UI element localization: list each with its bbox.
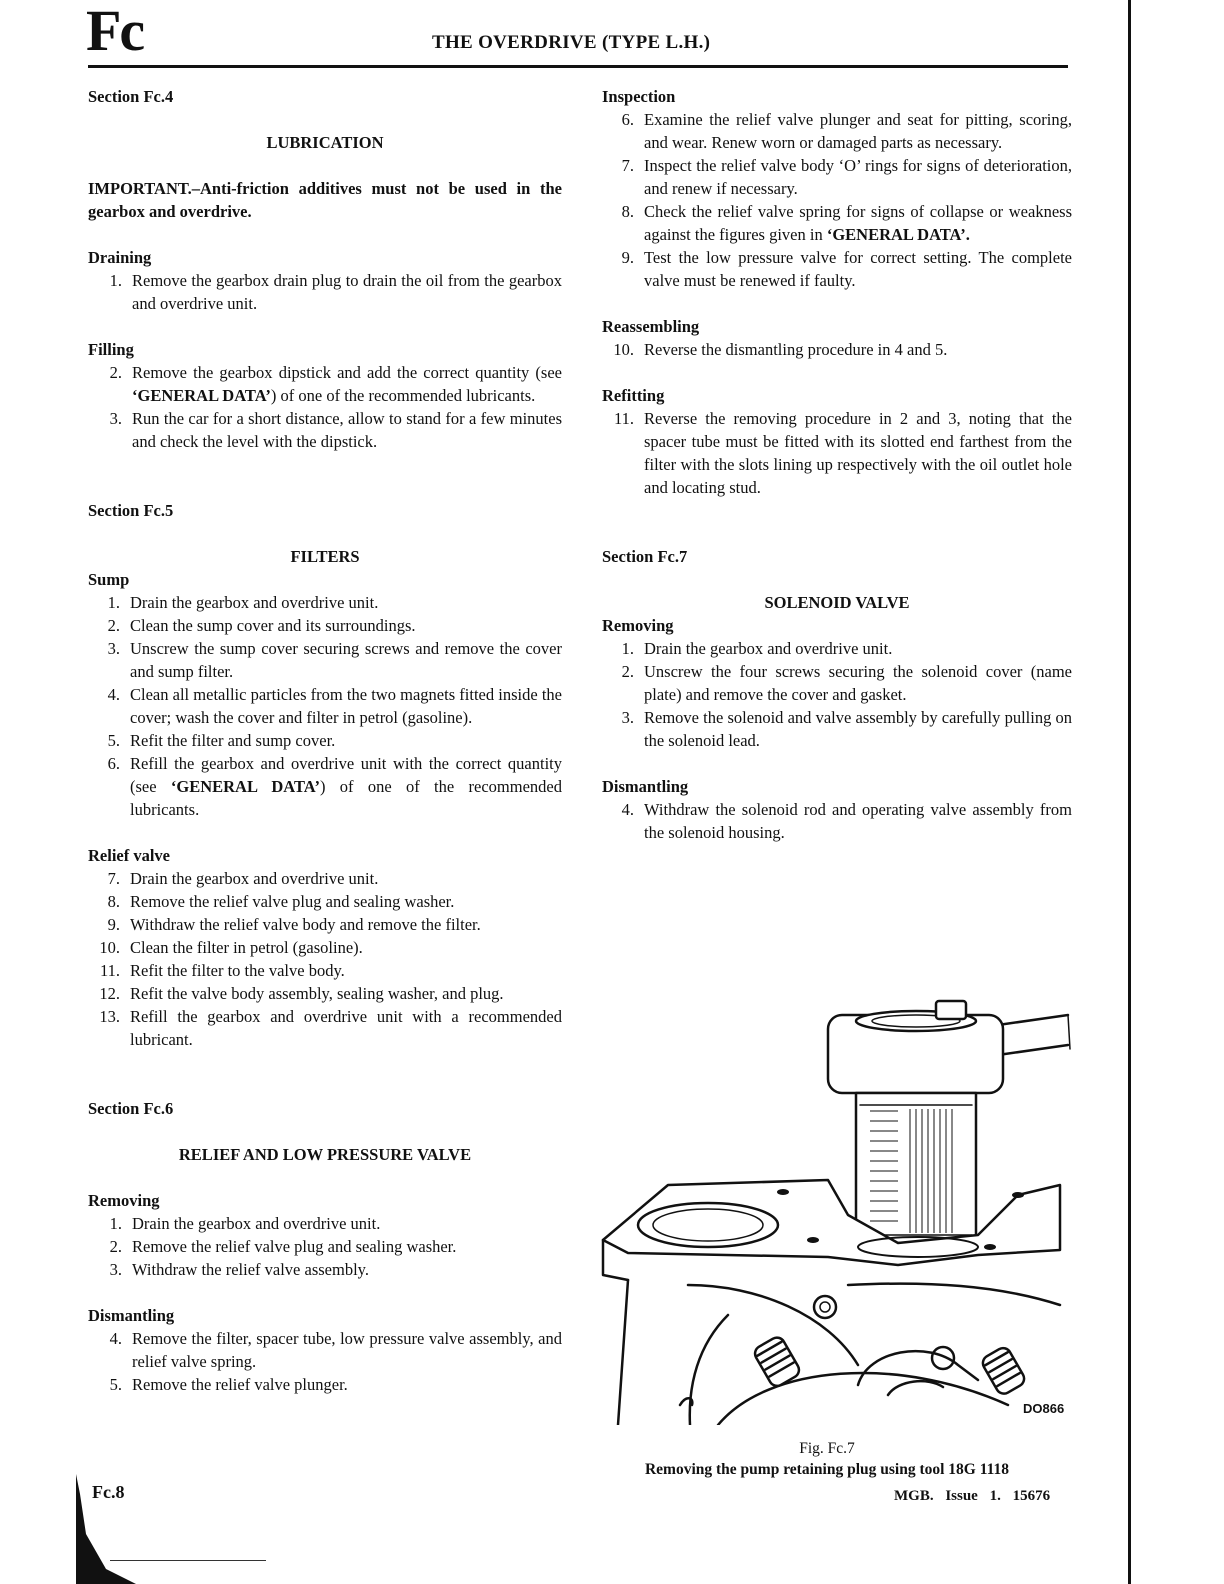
list-item: 8. Check the relief valve spring for signs of collapse or weakness against the figures given in ‘GENERAL DATA’. <box>621 202 1072 244</box>
list-item: 6. Examine the relief valve plunger and seat for pitting, scoring, and wear. Renew worn or damaged parts as necessary. <box>621 110 1072 152</box>
list-item: 2. Remove the relief valve plug and sealing washer. <box>109 1237 457 1256</box>
section-label: Section Fc.4 <box>88 87 174 106</box>
section-heading: SOLENOID VALVE <box>764 593 910 612</box>
figure-label: Fig. Fc.7 <box>799 1440 855 1457</box>
list-item: 11. Reverse the removing procedure in 2 and 3, noting that the spacer tube must be fitted with its slotted end farthest from the filter with the slots lining up respectively with the oil outlet hole and locating stud. <box>613 409 1072 497</box>
section-label: Section Fc.6 <box>88 1099 174 1118</box>
figure-caption-text: Removing the pump retaining plug using tool 18G 1118 <box>644 1461 1010 1478</box>
list-item: 3. Run the car for a short distance, allow to stand for a few minutes and check the level with the dipstick. <box>109 409 562 451</box>
list-item: 9. Test the low pressure valve for correct setting. The complete valve must be renewed if faulty. <box>621 248 1072 290</box>
header-rule <box>88 65 1068 68</box>
subheading-removing: Removing <box>602 616 674 635</box>
important-note: IMPORTANT.–Anti-friction additives must not be used in the gearbox and overdrive. <box>88 179 562 221</box>
sump-steps <box>88 591 562 821</box>
list-item: 7. Drain the gearbox and overdrive unit. <box>107 869 379 888</box>
solenoid-dismantling-steps <box>602 798 1072 844</box>
page-title: THE OVERDRIVE (TYPE L.H.) <box>432 32 711 53</box>
dismantling-steps <box>88 1327 562 1396</box>
list-item: 1. Drain the gearbox and overdrive unit. <box>109 1214 381 1233</box>
page-number: Fc.8 <box>92 1482 125 1502</box>
section-label: Section Fc.5 <box>88 501 174 520</box>
section-heading: LUBRICATION <box>266 133 384 152</box>
figure-caption <box>600 1438 1054 1480</box>
refitting-steps <box>602 407 1072 499</box>
list-item: 12. Refit the valve body assembly, sealing washer, and plug. <box>99 984 504 1003</box>
list-item: 1. Drain the gearbox and overdrive unit. <box>107 593 379 612</box>
list-item: 8. Remove the relief valve plug and sealing washer. <box>107 892 455 911</box>
list-item: 5. Refit the filter and sump cover. <box>107 731 336 750</box>
list-item: 11. Refit the filter to the valve body. <box>99 961 345 980</box>
subheading-dismantling: Dismantling <box>88 1306 175 1325</box>
scan-corner-shadow <box>76 1474 136 1584</box>
inspection-steps <box>602 108 1072 292</box>
subheading-refitting: Refitting <box>602 386 665 405</box>
subheading-removing: Removing <box>88 1191 160 1210</box>
list-item: 13. Refill the gearbox and overdrive unit with a recommended lubricant. <box>99 1007 562 1049</box>
subheading-inspection: Inspection <box>602 87 676 106</box>
removing-steps <box>88 1212 562 1281</box>
list-item: 1. Drain the gearbox and overdrive unit. <box>621 639 893 658</box>
list-item: 6. Refill the gearbox and overdrive unit with the correct quantity (see ‘GENERAL DATA’) of one of the recommended lubricants. <box>107 754 562 819</box>
subheading-filling: Filling <box>88 340 134 359</box>
figure-pump-plug-removal <box>598 985 1078 1425</box>
list-item: 3. Remove the solenoid and valve assembly by carefully pulling on the solenoid lead. <box>621 708 1072 750</box>
list-item: 3. Withdraw the relief valve assembly. <box>109 1260 369 1279</box>
list-item: 4. Remove the filter, spacer tube, low pressure valve assembly, and relief valve spring. <box>109 1329 562 1371</box>
list-item: 3. Unscrew the sump cover securing screws and remove the cover and sump filter. <box>107 639 562 681</box>
draining-steps <box>88 269 562 315</box>
section-heading: RELIEF AND LOW PRESSURE VALVE <box>178 1145 472 1164</box>
list-item: 2. Remove the gearbox dipstick and add the correct quantity (see ‘GENERAL DATA’) of one of the recommended lubricants. <box>109 363 562 405</box>
list-item: 10. Clean the filter in petrol (gasoline). <box>99 938 363 957</box>
solenoid-removing-steps <box>602 637 1072 752</box>
list-item: 10. Reverse the dismantling procedure in 4 and 5. <box>613 340 948 359</box>
section-logo: Fc <box>86 0 144 63</box>
list-item: 4. Withdraw the solenoid rod and operating valve assembly from the solenoid housing. <box>621 800 1072 842</box>
list-item: 9. Withdraw the relief valve body and remove the filter. <box>107 915 481 934</box>
reassembling-steps <box>602 338 1072 361</box>
list-item: 7. Inspect the relief valve body ‘O’ rings for signs of deterioration, and renew if necessary. <box>621 156 1072 198</box>
filling-steps <box>88 361 562 453</box>
issue-info: MGB. Issue 1. 15676 <box>894 1488 1051 1504</box>
left-column <box>88 85 562 1396</box>
subheading-draining: Draining <box>88 248 152 267</box>
list-item: 5. Remove the relief valve plunger. <box>109 1375 348 1394</box>
list-item: 2. Clean the sump cover and its surroundings. <box>107 616 416 635</box>
list-item: 1. Remove the gearbox drain plug to drain the oil from the gearbox and overdrive unit. <box>109 271 562 313</box>
subheading-reassembling: Reassembling <box>602 317 700 336</box>
list-item: 4. Clean all metallic particles from the two magnets fitted inside the cover; wash the cover and filter in petrol (gasoline). <box>107 685 562 727</box>
right-column <box>602 85 1072 844</box>
relief-valve-steps <box>88 867 562 1051</box>
binding-edge-line <box>1128 0 1131 1584</box>
section-heading: FILTERS <box>290 547 360 566</box>
list-item: 2. Unscrew the four screws securing the solenoid cover (name plate) and remove the cover and gasket. <box>621 662 1072 704</box>
section-label: Section Fc.7 <box>602 547 688 566</box>
subheading-sump: Sump <box>88 570 130 589</box>
subheading-relief-valve: Relief valve <box>88 846 171 865</box>
subheading-dismantling: Dismantling <box>602 777 689 796</box>
figure-code: DO866 <box>1023 1401 1065 1416</box>
